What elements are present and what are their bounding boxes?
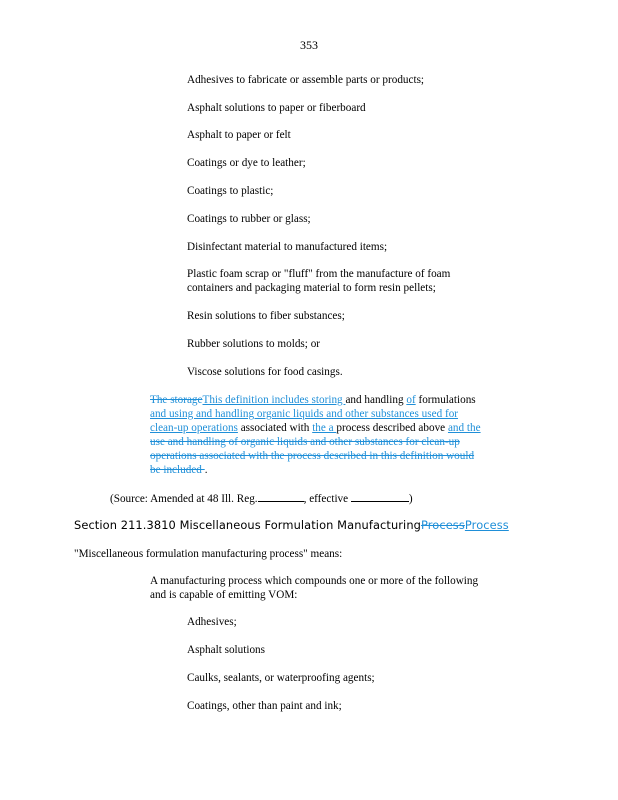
plain-text: formulations [415, 394, 476, 406]
deleted-text: operations associated with the process described in this definition would [150, 450, 475, 462]
page-number: 353 [300, 38, 318, 52]
deleted-text: use and handling of organic liquids and other substances for clean-up [150, 436, 460, 448]
list-item: Adhesives to fabricate or assemble parts or products; [187, 74, 425, 86]
inserted-text: of [406, 394, 416, 406]
sub-list-item: Adhesives; [187, 616, 237, 628]
deleted-text: be included [150, 464, 205, 476]
plain-text: process described above [336, 422, 448, 434]
list-item: Asphalt to paper or felt [187, 129, 291, 141]
list-item: Plastic foam scrap or "fluff" from the manufacture of foam [187, 268, 451, 280]
list-item: Coatings or dye to leather; [187, 157, 306, 169]
definition-line-5 [150, 449, 515, 463]
inserted-text: the a [312, 422, 337, 434]
definition-line-2 [150, 407, 515, 421]
blank-line [351, 490, 409, 502]
section-heading-text: Section 211.3810 Miscellaneous Formulation Manufacturing [74, 518, 421, 532]
inserted-text: and the [447, 422, 481, 434]
inserted-text: Process [464, 518, 509, 532]
plain-text: and handling [345, 394, 407, 406]
blank-line [258, 490, 304, 502]
sub-list-item: Asphalt solutions [187, 644, 266, 656]
definition-line-1 [150, 393, 515, 407]
definition-line-3 [150, 421, 515, 435]
deleted-text: Process [420, 518, 465, 532]
deleted-text: The storage [150, 394, 203, 406]
source-middle: , effective [303, 493, 351, 505]
list-item: Resin solutions to fiber substances; [187, 310, 345, 322]
section-heading [74, 518, 509, 532]
inserted-text: clean-up operations [150, 422, 238, 434]
mfg-paragraph-line-1: A manufacturing process which compounds one or more of the following [150, 575, 479, 587]
plain-text: . [204, 464, 208, 476]
list-item: Viscose solutions for food casings. [187, 366, 343, 378]
source-prefix: (Source: Amended at 48 Ill. Reg. [110, 493, 258, 505]
inserted-text: This definition includes storing [202, 394, 346, 406]
definition-line-4 [150, 435, 515, 449]
mfg-paragraph-line-2: and is capable of emitting VOM: [150, 589, 298, 601]
list-item: Coatings to rubber or glass; [187, 213, 311, 225]
list-item: Disinfectant material to manufactured items; [187, 241, 388, 253]
list-item: Coatings to plastic; [187, 185, 274, 197]
sub-list-item: Coatings, other than paint and ink; [187, 700, 342, 712]
definition-intro: "Miscellaneous formulation manufacturing process" means: [74, 548, 343, 560]
list-item-continuation: containers and packaging material to form resin pellets; [187, 282, 436, 294]
plain-text: associated with [237, 422, 313, 434]
inserted-text: and using and handling organic liquids and other substances used for [150, 408, 459, 420]
source-note [110, 490, 413, 506]
definition-line-6 [150, 463, 515, 477]
list-item: Rubber solutions to molds; or [187, 338, 321, 350]
list-item: Asphalt solutions to paper or fiberboard [187, 102, 366, 114]
source-suffix: ) [408, 493, 413, 505]
sub-list-item: Caulks, sealants, or waterproofing agents; [187, 672, 375, 684]
